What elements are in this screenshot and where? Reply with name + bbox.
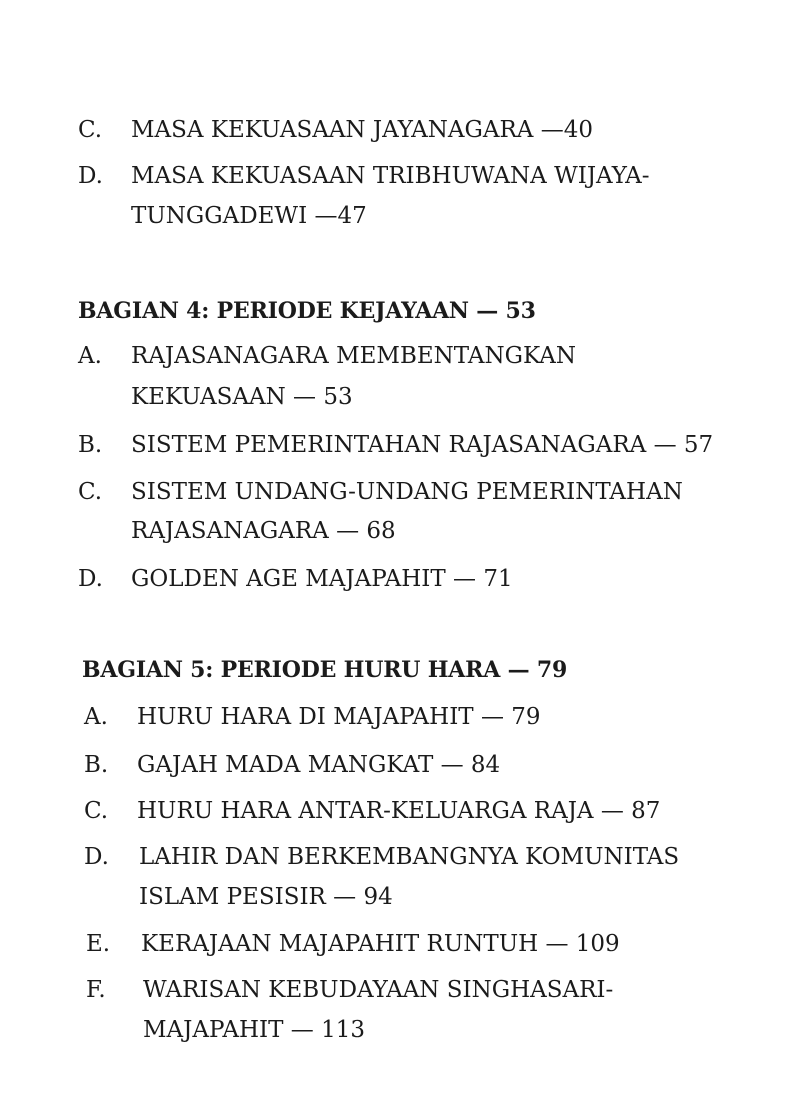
toc-entry-letter: A. xyxy=(84,704,108,730)
toc-entry-title: SISTEM UNDANG-UNDANG PEMERINTAHAN xyxy=(131,479,683,505)
toc-entry-letter: A. xyxy=(78,343,102,369)
toc-entry-letter: B. xyxy=(84,752,109,778)
toc-entry-title-continued: TUNGGADEWI —47 xyxy=(131,203,367,229)
section-heading: BAGIAN 5: PERIODE HURU HARA — 79 xyxy=(82,657,568,683)
toc-entry-letter: D. xyxy=(78,566,103,592)
toc-entry-title: LAHIR DAN BERKEMBANGNYA KOMUNITAS xyxy=(139,844,680,870)
toc-entry-title: MASA KEKUASAAN JAYANAGARA —40 xyxy=(131,117,593,143)
toc-entry-title: KERAJAAN MAJAPAHIT RUNTUH — 109 xyxy=(141,931,620,957)
toc-entry-letter: C. xyxy=(84,798,109,824)
toc-entry-letter: C. xyxy=(78,117,103,143)
toc-entry-letter: E. xyxy=(86,931,111,957)
toc-entry-letter: D. xyxy=(84,844,109,870)
toc-entry-title-continued: ISLAM PESISIR — 94 xyxy=(139,884,393,910)
toc-entry-title: RAJASANAGARA MEMBENTANGKAN xyxy=(131,343,576,369)
toc-entry-title: MASA KEKUASAAN TRIBHUWANA WIJAYA- xyxy=(131,163,650,189)
toc-entry-title: WARISAN KEBUDAYAAN SINGHASARI- xyxy=(143,977,614,1003)
toc-entry-letter: F. xyxy=(86,977,106,1003)
toc-entry-letter: D. xyxy=(78,163,103,189)
section-heading: BAGIAN 4: PERIODE KEJAYAAN — 53 xyxy=(78,298,536,324)
toc-entry-title-continued: KEKUASAAN — 53 xyxy=(131,384,353,410)
toc-entry-letter: B. xyxy=(78,432,103,458)
toc-entry-title: HURU HARA ANTAR-KELUARGA RAJA — 87 xyxy=(137,798,661,824)
toc-entry-title-continued: RAJASANAGARA — 68 xyxy=(131,518,396,544)
toc-entry-letter: C. xyxy=(78,479,103,505)
toc-entry-title: GOLDEN AGE MAJAPAHIT — 71 xyxy=(131,566,513,592)
toc-entry-title: SISTEM PEMERINTAHAN RAJASANAGARA — 57 xyxy=(131,432,714,458)
toc-entry-title: HURU HARA DI MAJAPAHIT — 79 xyxy=(137,704,541,730)
toc-entry-title: GAJAH MADA MANGKAT — 84 xyxy=(137,752,501,778)
toc-entry-title-continued: MAJAPAHIT — 113 xyxy=(143,1017,365,1043)
